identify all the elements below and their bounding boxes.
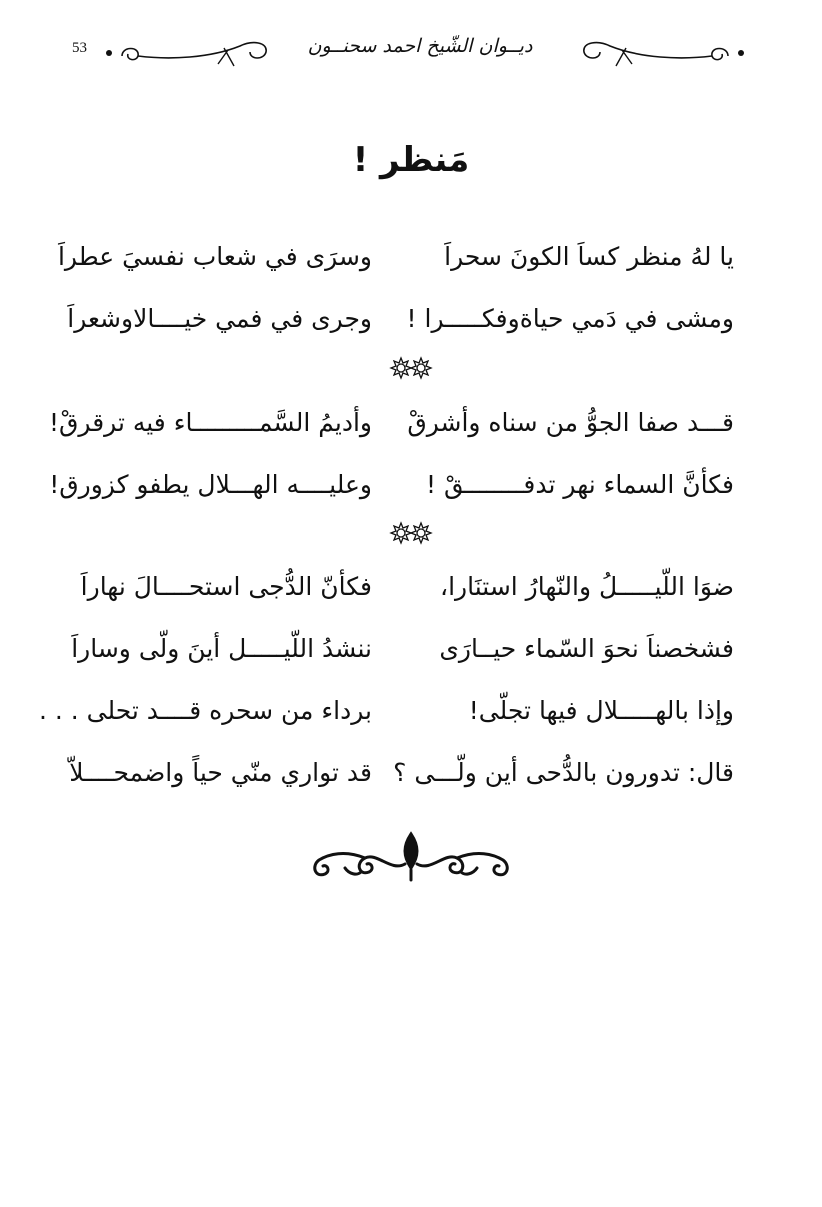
stanza-divider-icon — [386, 520, 436, 546]
verse — [0, 232, 822, 294]
first-hemistich: يا لهُ منظر كساَ الكونَ سحراَ — [444, 242, 734, 271]
right-header-flourish-icon — [570, 32, 750, 72]
first-hemistich: ومشى في دَمي حياةوفكـــــرا ! — [406, 304, 734, 333]
stanza-divider-icon — [386, 355, 436, 381]
stanza — [0, 232, 822, 356]
stanza — [0, 398, 822, 522]
verse — [0, 624, 822, 686]
stanza — [0, 562, 822, 810]
running-header — [0, 22, 822, 78]
second-hemistich: وعليــــه الهـــلال يطفو كزورق! — [49, 470, 372, 499]
poem-title: مَنظر ! — [352, 140, 470, 180]
verse — [0, 398, 822, 460]
verse — [0, 748, 822, 810]
verse — [0, 294, 822, 356]
second-hemistich: وسرَى في شعاب نفسيَ عطراَ — [57, 242, 372, 271]
first-hemistich: فكأنَّ السماء نهر تدفــــــــقْ ! — [426, 470, 734, 499]
verse — [0, 460, 822, 522]
end-fleuron-icon — [305, 828, 517, 888]
first-hemistich: فشخصناَ نحوَ السّماء حيــارَى — [439, 634, 734, 663]
first-hemistich: قـــد صفا الجوُّ من سناه وأشرقْ — [407, 408, 734, 437]
second-hemistich: فكأنّ الدُّجى استحــــالَ نهاراَ — [80, 572, 372, 601]
second-hemistich: ننشدُ اللّيـــــل أينَ ولّى وساراَ — [71, 634, 372, 663]
verse — [0, 686, 822, 748]
book-title: ديــوان الشّيخ احمد سحنــون — [307, 35, 533, 57]
second-hemistich: قد تواري منّي حياً واضمحــــلاّ — [69, 758, 372, 787]
left-header-flourish-icon — [100, 32, 280, 72]
first-hemistich: ضوَا اللّيـــــلُ والنّهارُ استنَارا، — [440, 572, 734, 601]
second-hemistich: وجرى في فمي خيــــالاوشعراَ — [67, 304, 372, 333]
second-hemistich: وأديمُ السَّمـــــــــاء فيه ترقرقْ! — [48, 408, 372, 437]
verse — [0, 562, 822, 624]
second-hemistich: برداء من سحره قــــد تحلى . . . — [38, 696, 372, 725]
first-hemistich: قال: تدورون بالدُّحى أين ولّـــى ؟ — [393, 758, 734, 787]
page-number: 53 — [72, 40, 87, 56]
first-hemistich: وإذا بالهـــــلال فيها تجلّى! — [468, 696, 734, 725]
